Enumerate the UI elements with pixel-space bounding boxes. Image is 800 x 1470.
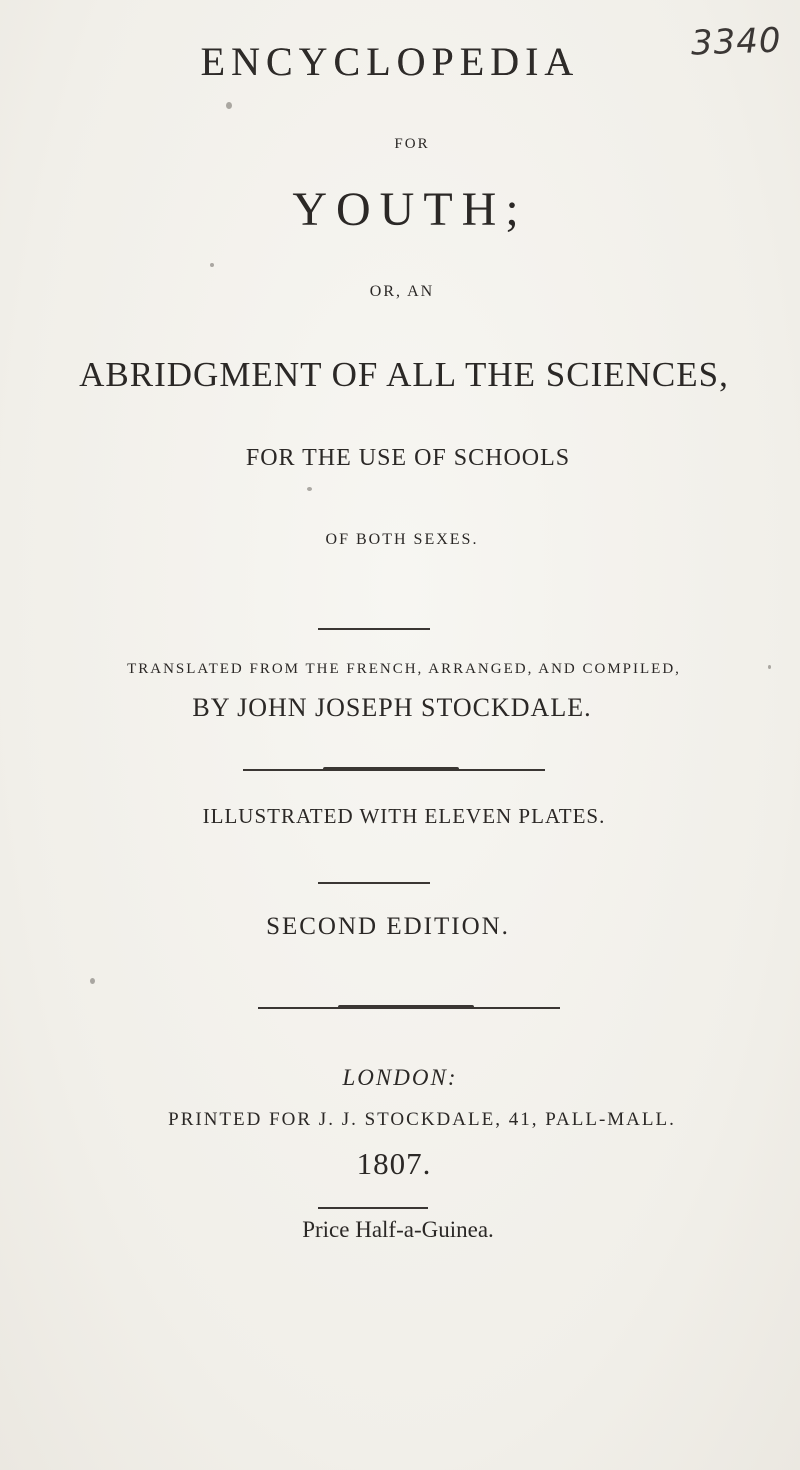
ornamental-divider-center (338, 1005, 474, 1009)
paper-speck (307, 487, 312, 491)
handwritten-catalog-number: 3340 (690, 20, 783, 64)
translated-line: TRANSLATED FROM THE FRENCH, ARRANGED, AND COMPILED, (127, 661, 681, 677)
divider-rule (318, 628, 430, 630)
paper-speck (210, 263, 214, 267)
author-line: BY JOHN JOSEPH STOCKDALE. (192, 693, 592, 722)
edition-line: SECOND EDITION. (266, 913, 510, 940)
abridgment-line: ABRIDGMENT OF ALL THE SCIENCES, (79, 355, 729, 394)
illustrated-line: ILLUSTRATED WITH ELEVEN PLATES. (202, 804, 606, 828)
paper-speck (226, 102, 232, 109)
price-line: Price Half-a-Guinea. (302, 1217, 494, 1242)
book-title: ENCYCLOPEDIA (200, 39, 580, 84)
ornamental-divider-center (323, 767, 459, 771)
for-text: FOR (394, 136, 430, 152)
imprint-year: 1807. (356, 1146, 432, 1181)
divider-rule (318, 1207, 428, 1209)
for-use-line: FOR THE USE OF SCHOOLS (245, 445, 571, 471)
book-subtitle: YOUTH; (292, 183, 528, 236)
or-an-text: OR, AN (369, 283, 435, 300)
both-sexes-line: OF BOTH SEXES. (325, 531, 479, 548)
paper-speck (90, 978, 95, 984)
paper-speck (768, 665, 771, 669)
imprint-city: LONDON: (342, 1065, 458, 1090)
divider-rule (318, 882, 430, 884)
imprint-printer: PRINTED FOR J. J. STOCKDALE, 41, PALL-MALL. (168, 1109, 676, 1130)
